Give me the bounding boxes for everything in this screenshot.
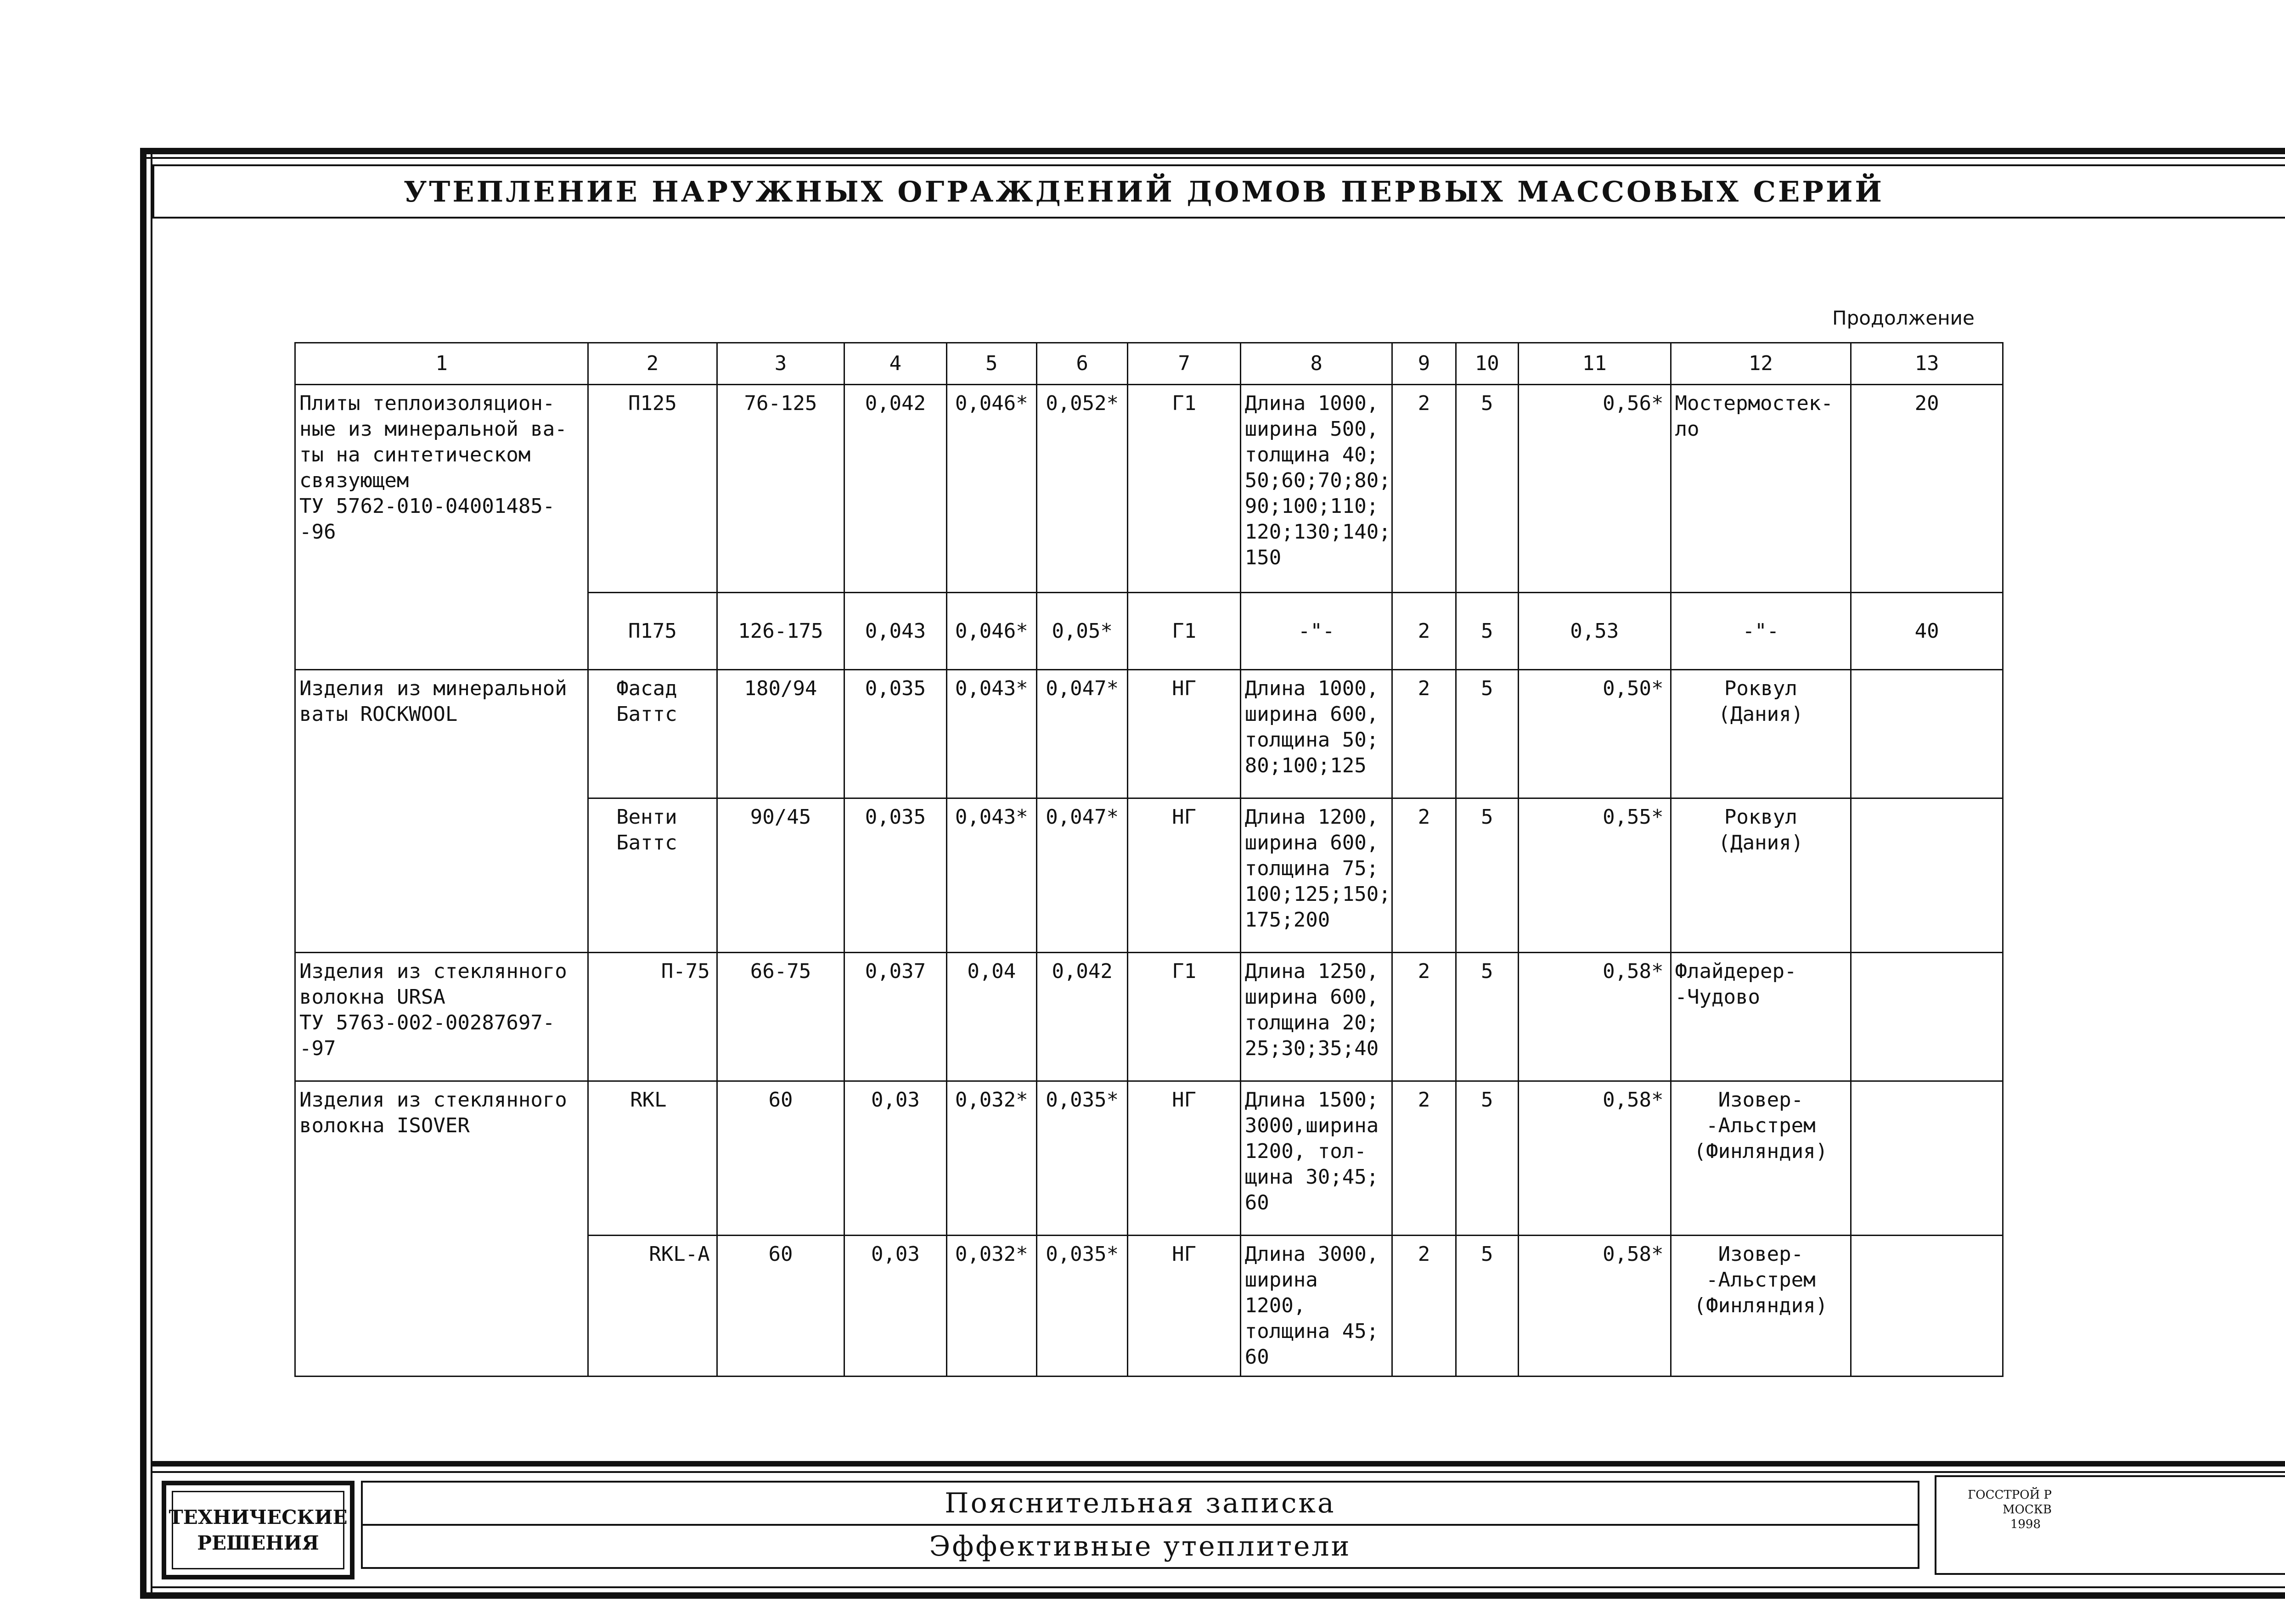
manufacturer-cell: Мостермостек- ло bbox=[1671, 385, 1851, 593]
table-row bbox=[295, 593, 2003, 670]
table-cell: 5 bbox=[1456, 1236, 1518, 1377]
table-cell: 0,052* bbox=[1036, 385, 1127, 593]
organization-text bbox=[1942, 1488, 2052, 1532]
manufacturer-cell: Флайдерер- -Чудово bbox=[1671, 953, 1851, 1081]
table-cell: 0,50* bbox=[1518, 670, 1671, 798]
frame-bottom-border bbox=[140, 1592, 2285, 1599]
material-cell bbox=[295, 1236, 588, 1377]
document-title: Пояснительная записка bbox=[945, 1487, 1336, 1519]
dimensions-cell: Длина 1250, ширина 600, толщина 20; 25;30;35;40 bbox=[1240, 953, 1392, 1081]
table-cell: 0,03 bbox=[844, 1081, 946, 1236]
grade-cell: П175 bbox=[588, 593, 717, 670]
table-cell: 0,58* bbox=[1518, 1081, 1671, 1236]
frame-left-border bbox=[140, 148, 146, 1599]
table-cell: 5 bbox=[1456, 593, 1518, 670]
stamp-line: РЕШЕНИЯ bbox=[197, 1531, 319, 1554]
technical-solutions-stamp bbox=[162, 1481, 355, 1579]
column-header: 12 bbox=[1671, 343, 1851, 385]
table-cell: 0,032* bbox=[946, 1081, 1036, 1236]
dimensions-cell: Длина 1000, ширина 500, толщина 40; 50;60;70;80; 90;100;110; 120;130;140; 150 bbox=[1240, 385, 1392, 593]
table-cell: 2 bbox=[1392, 798, 1456, 953]
frame-top-border bbox=[140, 148, 2285, 154]
flammability-cell: НГ bbox=[1128, 670, 1240, 798]
table-cell: 0,58* bbox=[1518, 953, 1671, 1081]
table-cell: 2 bbox=[1392, 593, 1456, 670]
dimensions-cell: Длина 1000, ширина 600, толщина 50; 80;100;125 bbox=[1240, 670, 1392, 798]
table-cell: 5 bbox=[1456, 670, 1518, 798]
column-header: 8 bbox=[1240, 343, 1392, 385]
flammability-cell: Г1 bbox=[1128, 953, 1240, 1081]
table-cell: 20 bbox=[1851, 385, 2003, 593]
table-cell: 2 bbox=[1392, 670, 1456, 798]
density-cell: 60 bbox=[717, 1081, 844, 1236]
table-cell bbox=[1851, 1081, 2003, 1236]
frame-left-inner-border bbox=[151, 154, 152, 1596]
organization-line: МОСКВ bbox=[2002, 1503, 2052, 1517]
table-cell bbox=[1851, 953, 2003, 1081]
grade-cell: RKL bbox=[588, 1081, 717, 1236]
column-header: 11 bbox=[1518, 343, 1671, 385]
material-cell: Изделия из минеральной ваты ROCKWOOL bbox=[295, 670, 588, 798]
density-cell: 90/45 bbox=[717, 798, 844, 953]
table-row bbox=[295, 385, 2003, 593]
table-cell: 0,04 bbox=[946, 953, 1036, 1081]
table-cell: 0,58* bbox=[1518, 1236, 1671, 1377]
organization-line: ГОССТРОЙ Р bbox=[1968, 1488, 2052, 1502]
material-cell: Изделия из стеклянного волокна URSA ТУ 5763-002-00287697- -97 bbox=[295, 953, 588, 1081]
dimensions-cell: -"- bbox=[1240, 593, 1392, 670]
density-cell: 66-75 bbox=[717, 953, 844, 1081]
dimensions-cell: Длина 1500; 3000,ширина 1200, тол- щина 30;45; 60 bbox=[1240, 1081, 1392, 1236]
table-cell: 0,046* bbox=[946, 385, 1036, 593]
manufacturer-cell: Роквул (Дания) bbox=[1671, 798, 1851, 953]
table-header-row bbox=[295, 343, 2003, 385]
table-cell: 40 bbox=[1851, 593, 2003, 670]
material-cell bbox=[295, 593, 588, 670]
table-cell: 0,55* bbox=[1518, 798, 1671, 953]
table-cell: 0,043* bbox=[946, 798, 1036, 953]
table-row bbox=[295, 798, 2003, 953]
table-cell: 5 bbox=[1456, 1081, 1518, 1236]
stamp-inner bbox=[169, 1491, 348, 1569]
grade-cell: П125 bbox=[588, 385, 717, 593]
table-cell: 0,032* bbox=[946, 1236, 1036, 1377]
manufacturer-cell: -"- bbox=[1671, 593, 1851, 670]
document-title-block bbox=[361, 1481, 1919, 1569]
table-cell bbox=[1851, 1236, 2003, 1377]
column-header: 9 bbox=[1392, 343, 1456, 385]
column-header: 13 bbox=[1851, 343, 2003, 385]
table-cell: 0,043* bbox=[946, 670, 1036, 798]
flammability-cell: НГ bbox=[1128, 798, 1240, 953]
document-subtitle-row bbox=[363, 1526, 1918, 1567]
table-cell: 0,53 bbox=[1518, 593, 1671, 670]
table-cell: 2 bbox=[1392, 1081, 1456, 1236]
continued-label: Продолжение bbox=[1832, 307, 1975, 329]
table-cell: 2 bbox=[1392, 1236, 1456, 1377]
flammability-cell: НГ bbox=[1128, 1236, 1240, 1377]
manufacturer-cell: Роквул (Дания) bbox=[1671, 670, 1851, 798]
page-title: УТЕПЛЕНИЕ НАРУЖНЫХ ОГРАЖДЕНИЙ ДОМОВ ПЕРВЫХ МАССОВЫХ СЕРИЙ bbox=[403, 174, 1885, 208]
title-block-top-border bbox=[152, 1461, 2285, 1467]
material-cell: Изделия из стеклянного волокна ISOVER bbox=[295, 1081, 588, 1236]
grade-cell: RKL-A bbox=[588, 1236, 717, 1377]
table-cell: 5 bbox=[1456, 385, 1518, 593]
table-row bbox=[295, 953, 2003, 1081]
column-header: 6 bbox=[1036, 343, 1127, 385]
table-cell: 0,047* bbox=[1036, 670, 1127, 798]
stamp-line: ТЕХНИЧЕСКИЕ bbox=[169, 1506, 348, 1528]
table-cell: 2 bbox=[1392, 385, 1456, 593]
header-box bbox=[152, 164, 2285, 219]
organization-year: 1998 bbox=[2010, 1517, 2041, 1531]
grade-cell: Фасад Баттс bbox=[588, 670, 717, 798]
document-subtitle: Эффективные утеплители bbox=[929, 1530, 1351, 1562]
column-header: 5 bbox=[946, 343, 1036, 385]
dimensions-cell: Длина 1200, ширина 600, толщина 75; 100;125;150; 175;200 bbox=[1240, 798, 1392, 953]
density-cell: 180/94 bbox=[717, 670, 844, 798]
table-row bbox=[295, 1236, 2003, 1377]
title-block-inner-border bbox=[152, 1471, 2285, 1473]
table-cell: 0,037 bbox=[844, 953, 946, 1081]
table-row bbox=[295, 670, 2003, 798]
flammability-cell: Г1 bbox=[1128, 593, 1240, 670]
frame-top-inner-border bbox=[140, 157, 2285, 159]
column-header: 2 bbox=[588, 343, 717, 385]
manufacturer-cell: Изовер- -Альстрем (Финляндия) bbox=[1671, 1081, 1851, 1236]
table-cell: 0,56* bbox=[1518, 385, 1671, 593]
insulation-table bbox=[294, 342, 2004, 1377]
dimensions-cell: Длина 3000, ширина 1200, толщина 45; 60 bbox=[1240, 1236, 1392, 1377]
density-cell: 126-175 bbox=[717, 593, 844, 670]
flammability-cell: НГ bbox=[1128, 1081, 1240, 1236]
column-header: 4 bbox=[844, 343, 946, 385]
table-cell: 2 bbox=[1392, 953, 1456, 1081]
column-header: 7 bbox=[1128, 343, 1240, 385]
table-cell bbox=[1851, 798, 2003, 953]
table-cell: 0,042 bbox=[1036, 953, 1127, 1081]
manufacturer-cell: Изовер- -Альстрем (Финляндия) bbox=[1671, 1236, 1851, 1377]
table-cell: 0,035* bbox=[1036, 1236, 1127, 1377]
table-cell: 0,043 bbox=[844, 593, 946, 670]
table-cell: 5 bbox=[1456, 953, 1518, 1081]
material-cell: Плиты теплоизоляцион- ные из минеральной ва- ты на синтетическом связующем ТУ 5762-010-04001485- -96 bbox=[295, 385, 588, 593]
table-cell: 0,035 bbox=[844, 798, 946, 953]
table-cell: 0,047* bbox=[1036, 798, 1127, 953]
grade-cell: Венти Баттс bbox=[588, 798, 717, 953]
table-cell: 0,035* bbox=[1036, 1081, 1127, 1236]
table-cell: 0,042 bbox=[844, 385, 946, 593]
column-header: 3 bbox=[717, 343, 844, 385]
grade-cell: П-75 bbox=[588, 953, 717, 1081]
table-cell: 0,035 bbox=[844, 670, 946, 798]
density-cell: 76-125 bbox=[717, 385, 844, 593]
table-cell: 0,046* bbox=[946, 593, 1036, 670]
column-header: 1 bbox=[295, 343, 588, 385]
table-row bbox=[295, 1081, 2003, 1236]
document-title-row bbox=[363, 1483, 1918, 1526]
density-cell: 60 bbox=[717, 1236, 844, 1377]
frame-bottom-inner-border bbox=[151, 1586, 2285, 1588]
table-cell: 5 bbox=[1456, 798, 1518, 953]
table-cell: 0,03 bbox=[844, 1236, 946, 1377]
table-cell bbox=[1851, 670, 2003, 798]
material-cell bbox=[295, 798, 588, 953]
column-header: 10 bbox=[1456, 343, 1518, 385]
flammability-cell: Г1 bbox=[1128, 385, 1240, 593]
table-cell: 0,05* bbox=[1036, 593, 1127, 670]
